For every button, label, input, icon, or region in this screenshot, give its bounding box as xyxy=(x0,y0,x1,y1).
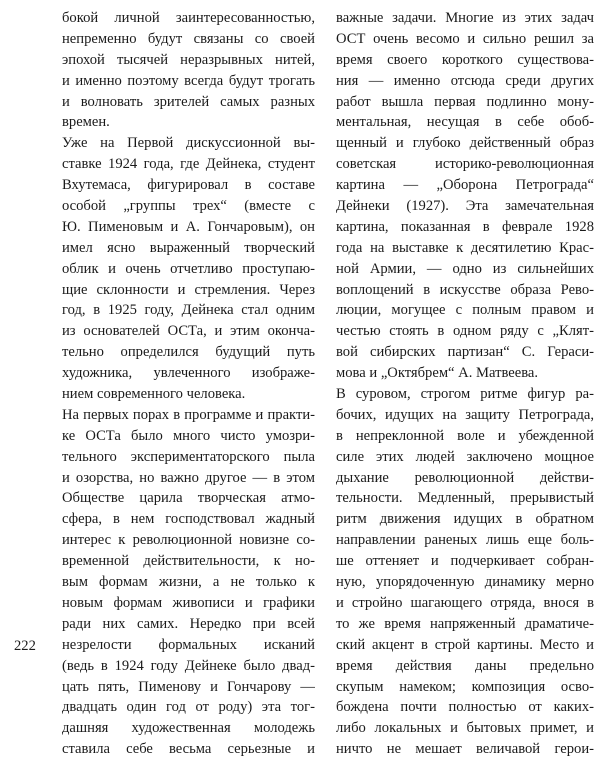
paragraph xyxy=(62,133,315,405)
text-line: особой „группы трех“ (вместе с xyxy=(62,198,315,215)
text-line: люции, могущее с полным правом и xyxy=(336,302,594,319)
page-number: 222 xyxy=(14,638,36,654)
text-line: ше оттеняет и подчеркивает собран- xyxy=(336,553,594,570)
text-line: честью стоять в одном ряду с „Клят- xyxy=(336,323,594,340)
text-line: мова и „Октябрем“ А. Матвеева. xyxy=(336,365,539,382)
text-line: Уже на Первой дискуссионной вы- xyxy=(62,135,315,152)
text-line: бокой личной заинтересованностью, xyxy=(62,10,315,26)
text-line: в непреклонной воле и убежденной xyxy=(336,427,594,444)
text-line: щенный и глубоко действенный образ xyxy=(336,135,594,152)
text-line: направлении раненых лишь еще боль- xyxy=(336,532,594,549)
text-line: ставке 1924 года, где Дейнека, студент xyxy=(62,156,315,173)
text-line: ничто не мешает величавой герои- xyxy=(336,741,594,758)
right-text-column xyxy=(336,8,594,760)
text-line: ную, упорядоченную динамику мерно xyxy=(336,574,594,591)
text-line: Дейнеки (1927). Эта замечательная xyxy=(336,198,594,215)
text-line: силе этих людей заключено мощное xyxy=(336,448,594,465)
text-line: ский акцент в строй картины. Место и xyxy=(336,636,594,653)
text-line: ке ОСТа было много чисто умозри- xyxy=(62,427,315,444)
text-line: ной Армии, — одно из сильнейших xyxy=(336,260,594,277)
paragraph xyxy=(62,405,315,760)
text-line: бочих, идущих на защиту Петрограда, xyxy=(336,406,594,423)
text-line: сфера, в нем господствовал жадный xyxy=(62,511,315,528)
text-line: воплощений в искусстве образа Рево- xyxy=(336,281,594,298)
text-line: ставила себе весьма серьезные и xyxy=(62,741,315,758)
text-line: из основателей ОСТа, и этим оконча- xyxy=(62,323,315,340)
text-line: советская историко-революционная xyxy=(336,156,594,173)
paragraph xyxy=(336,8,594,384)
text-line: временной действительности, к но- xyxy=(62,553,315,570)
text-line: то же время напряженный драматиче- xyxy=(336,615,594,632)
text-line: имел ясно выраженный творческий xyxy=(62,239,315,256)
text-line: (ведь в 1924 году Дейнеке было двад- xyxy=(62,657,315,674)
text-line: На первых порах в программе и практи- xyxy=(62,406,315,423)
text-line: времен. xyxy=(62,114,110,131)
text-line: Вхутемаса, фигурировал в составе xyxy=(62,177,315,194)
text-line: года на выставке к десятилетию Крас- xyxy=(336,239,594,256)
text-line: год, в 1925 году, Дейнека стал одним xyxy=(62,302,315,319)
text-line: дашняя художественная молодежь xyxy=(62,720,315,737)
text-line: эпохой тысячей неразрывных нитей, xyxy=(62,51,315,68)
text-line: художника, увлеченного изображе- xyxy=(62,365,315,382)
text-line: либо локальных и бытовых примет, и xyxy=(336,720,594,737)
text-line: нием современного человека. xyxy=(62,386,246,403)
text-line: и волновать зрителей самых разных xyxy=(62,93,315,110)
text-line: В суровом, строгом ритме фигур ра- xyxy=(336,386,594,403)
text-line: картина — „Оборона Петрограда“ xyxy=(336,177,594,194)
text-line: новым формам живописи и графики xyxy=(62,594,315,611)
paragraph xyxy=(336,384,594,760)
text-line: работ вышла первая подлинно мону- xyxy=(336,93,594,110)
text-line: тельно определился будущий путь xyxy=(62,344,315,361)
text-line: скупым намеком; композиция осво- xyxy=(336,678,594,695)
text-line: время действия даны предельно xyxy=(336,657,594,674)
text-line: ОСТ очень весомо и сильно решил за xyxy=(336,30,594,47)
text-line: картина, показанная в феврале 1928 xyxy=(336,218,594,235)
text-line: щие склонности и стремления. Через xyxy=(62,281,315,298)
text-line: незрелости формальных исканий xyxy=(62,636,315,653)
text-line: непременно будут связаны со своей xyxy=(62,30,315,47)
text-line: тельности. Медленный, прерывистый xyxy=(336,490,594,507)
text-line: важные задачи. Многие из этих задач xyxy=(336,10,594,26)
text-line: и стройно шагающего отряда, внося в xyxy=(336,594,594,611)
text-line: и озорства, но важно другое — в этом xyxy=(62,469,315,486)
text-line: вым формам жизни, а не только к xyxy=(62,574,315,591)
text-line: время своего короткого существова- xyxy=(336,51,594,68)
text-line: облик и очень отчетливо проступаю- xyxy=(62,260,315,277)
text-line: дыхание революционной действи- xyxy=(336,469,594,486)
paragraph xyxy=(62,8,315,133)
text-line: тельного экспериментаторского пыла xyxy=(62,448,315,465)
text-line: и именно поэтому всегда будут трогать xyxy=(62,72,315,89)
text-line: ментальная, несущая в себе обоб- xyxy=(336,114,594,131)
text-line: Обществе царила творческая атмо- xyxy=(62,490,315,507)
text-line: ради них самих. Нередко при всей xyxy=(62,615,315,632)
text-line: Ю. Пименовым и А. Гончаровым), он xyxy=(62,218,315,235)
text-line: интерес к революционной новизне со- xyxy=(62,532,315,549)
text-line: вой сибирских партизан“ С. Гераси- xyxy=(336,344,594,361)
text-line: ритм движения идущих в обратном xyxy=(336,511,594,528)
text-line: бождена почти полностью от каких- xyxy=(336,699,594,716)
text-line: ния — именно отсюда среди других xyxy=(336,72,594,89)
left-text-column xyxy=(62,8,315,760)
text-line: цать пять, Пименову и Гончарову — xyxy=(62,678,315,695)
text-line: двадцать один год от роду) эта тог- xyxy=(62,699,315,716)
